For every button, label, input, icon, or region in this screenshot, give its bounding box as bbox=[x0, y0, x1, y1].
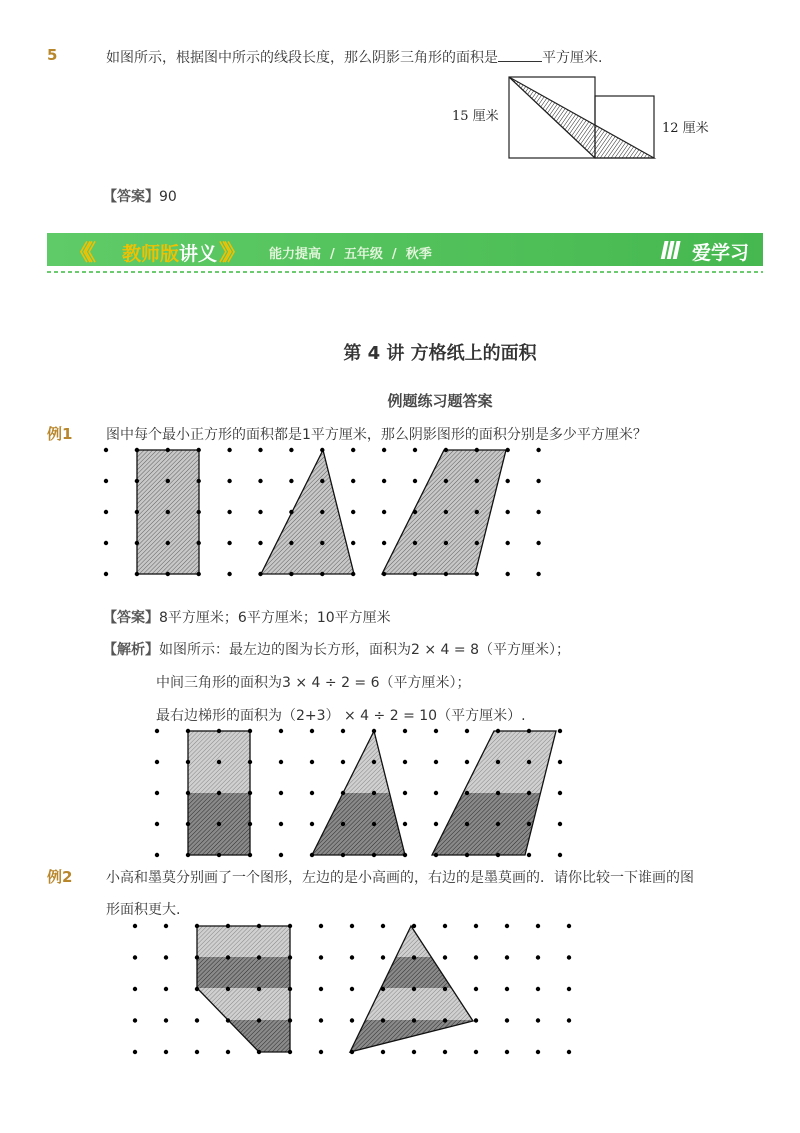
grid-dot bbox=[505, 924, 509, 928]
analysis-line-2: 中间三角形的面积为3 × 4 ÷ 2 = 6（平方厘米）； bbox=[156, 675, 471, 691]
right-chevrons: 》》 bbox=[219, 241, 241, 266]
grid-dot bbox=[288, 955, 292, 959]
question-number: 5 bbox=[47, 46, 58, 64]
grid-dot bbox=[257, 987, 261, 991]
grid-dot bbox=[443, 924, 447, 928]
grid-dot bbox=[226, 924, 230, 928]
example-question: 图中每个最小正方形的面积都是1平方厘米，那么阴影图形的面积分别是多少平方厘米？ bbox=[106, 427, 647, 443]
grid-dot bbox=[536, 924, 540, 928]
example-label: 例1 bbox=[47, 425, 73, 443]
grid-dot bbox=[257, 955, 261, 959]
grid-dot bbox=[412, 924, 416, 928]
example-question-line-1: 小高和墨莫分别画了一个图形，左边的是小高画的，右边的是墨莫画的．请你比较一下谁画的图 bbox=[106, 870, 694, 886]
banner-title-part1: 教师版 bbox=[122, 243, 180, 265]
grid-dot bbox=[412, 1050, 416, 1054]
breadcrumb: 能力提高 / 五年级 / 秋季 bbox=[269, 247, 432, 262]
grid-dot bbox=[567, 1018, 571, 1022]
grid-dot bbox=[443, 955, 447, 959]
grid-dot bbox=[474, 1018, 478, 1022]
answer-value: 90 bbox=[159, 189, 177, 205]
answer-value: 8平方厘米；6平方厘米；10平方厘米 bbox=[159, 610, 391, 626]
grid-dot bbox=[474, 1050, 478, 1054]
grid-dot bbox=[350, 1050, 354, 1054]
logo-text: 爱学习 bbox=[692, 242, 750, 264]
label-12cm: 12 厘米 bbox=[662, 121, 709, 136]
lecture-subtitle: 例题练习题答案 bbox=[387, 392, 493, 410]
grid-dot bbox=[133, 1050, 137, 1054]
grid-dot bbox=[257, 1050, 261, 1054]
grid-dot bbox=[536, 955, 540, 959]
grid-dot bbox=[164, 987, 168, 991]
grid-dot bbox=[536, 987, 540, 991]
grid-dot bbox=[195, 1018, 199, 1022]
grid-dot bbox=[567, 955, 571, 959]
grid-dot bbox=[164, 955, 168, 959]
grid-dot bbox=[536, 1050, 540, 1054]
grid-dot bbox=[257, 924, 261, 928]
grid-dot bbox=[381, 955, 385, 959]
grid-dot bbox=[474, 955, 478, 959]
grid-dot bbox=[257, 1018, 261, 1022]
analysis-label: 【解析】 bbox=[103, 642, 159, 658]
grid-dot bbox=[443, 987, 447, 991]
grid-dot bbox=[567, 1050, 571, 1054]
grid-dot bbox=[195, 924, 199, 928]
lecture-title: 第 4 讲 方格纸上的面积 bbox=[343, 343, 537, 364]
grid-dot bbox=[505, 955, 509, 959]
grid-dot bbox=[133, 1018, 137, 1022]
grid-dot bbox=[164, 1018, 168, 1022]
grid-dot bbox=[350, 1018, 354, 1022]
grid-dot bbox=[195, 955, 199, 959]
grid-dot bbox=[567, 924, 571, 928]
grid-dot bbox=[412, 955, 416, 959]
left-chevrons: 《《 bbox=[69, 241, 91, 266]
mom-shape-fill bbox=[340, 920, 480, 1056]
grid-dot bbox=[443, 1050, 447, 1054]
grid-dot bbox=[350, 987, 354, 991]
grid-dot bbox=[133, 987, 137, 991]
example-label: 例2 bbox=[47, 868, 73, 886]
question-text-after: 平方厘米. bbox=[542, 50, 603, 66]
label-15cm: 15 厘米 bbox=[452, 109, 499, 124]
question-text-before: 如图所示，根据图中所示的线段长度，那么阴影三角形的面积是 bbox=[106, 50, 498, 66]
grid-dot bbox=[226, 987, 230, 991]
grid-dot bbox=[226, 1018, 230, 1022]
grid-dot bbox=[412, 987, 416, 991]
grid-dot bbox=[505, 987, 509, 991]
grid-dot bbox=[474, 924, 478, 928]
grid-dot bbox=[288, 987, 292, 991]
grid-dot bbox=[195, 1050, 199, 1054]
analysis-line-3: 最右边梯形的面积为（2+3） × 4 ÷ 2 = 10（平方厘米）. bbox=[156, 708, 526, 724]
grid-dot bbox=[350, 924, 354, 928]
grid-dot bbox=[319, 987, 323, 991]
xiaogao-shape-fill bbox=[190, 926, 300, 1052]
grid-dot bbox=[195, 987, 199, 991]
grid-dot bbox=[133, 955, 137, 959]
grid-dot bbox=[319, 1018, 323, 1022]
grid-dot bbox=[164, 1050, 168, 1054]
grid-dot bbox=[505, 1018, 509, 1022]
grid-dot bbox=[226, 1050, 230, 1054]
grid-dot bbox=[412, 1018, 416, 1022]
grid-dot bbox=[288, 1050, 292, 1054]
grid-dot bbox=[319, 955, 323, 959]
grid-dot bbox=[381, 1018, 385, 1022]
grid-dot bbox=[350, 955, 354, 959]
analysis-line-1: 如图所示：最左边的图为长方形，面积为2 × 4 = 8（平方厘米）； bbox=[159, 642, 570, 658]
grid-dot bbox=[226, 955, 230, 959]
grid-dot bbox=[381, 1050, 385, 1054]
answer-label: 【答案】 bbox=[103, 189, 159, 205]
grid-dot bbox=[164, 924, 168, 928]
grid-dot bbox=[536, 1018, 540, 1022]
banner-title-part2: 讲义 bbox=[179, 243, 218, 265]
grid-dot bbox=[474, 987, 478, 991]
grid-dot bbox=[288, 924, 292, 928]
grid-dot bbox=[443, 1018, 447, 1022]
example-question-line-2: 形面积更大. bbox=[106, 902, 181, 918]
answer-label: 【答案】 bbox=[103, 610, 159, 626]
grid-dot bbox=[567, 987, 571, 991]
grid-dot bbox=[288, 1018, 292, 1022]
grid-dot bbox=[319, 924, 323, 928]
grid-dot bbox=[381, 987, 385, 991]
grid-dot bbox=[381, 924, 385, 928]
grid-dot bbox=[505, 1050, 509, 1054]
grid-dot bbox=[319, 1050, 323, 1054]
grid-dot bbox=[133, 924, 137, 928]
